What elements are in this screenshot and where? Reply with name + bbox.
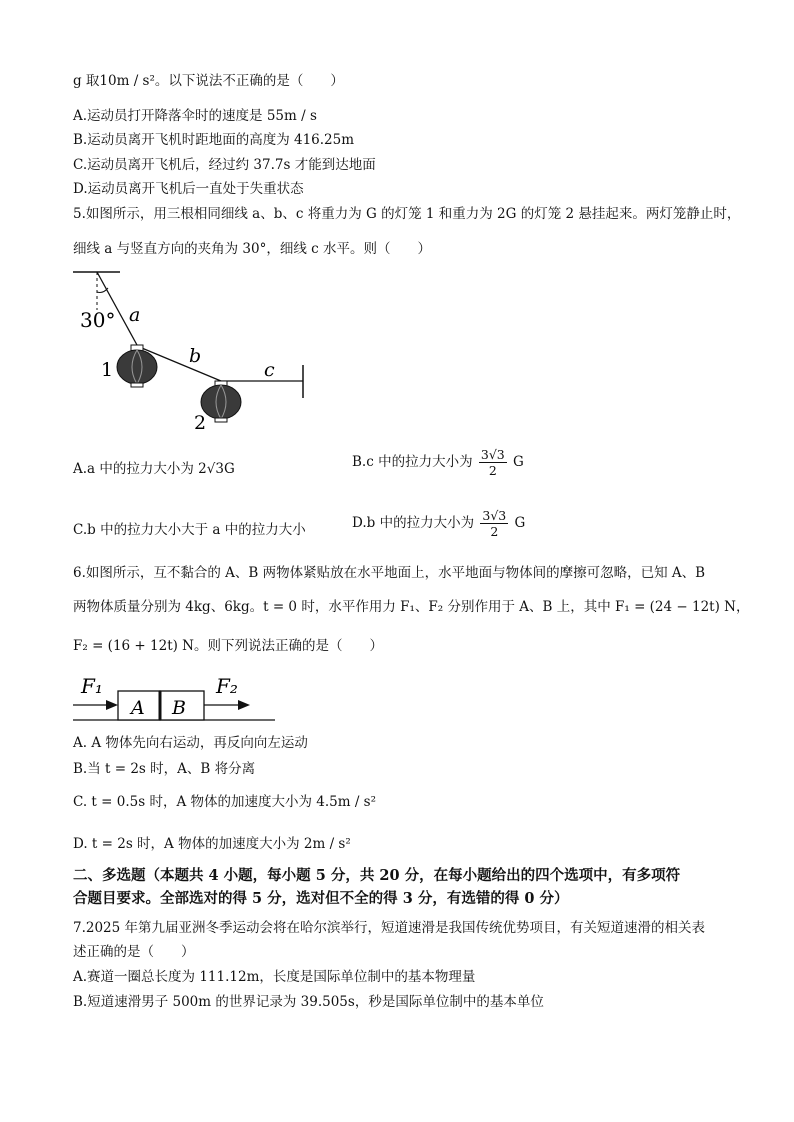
q6-option-d: D. t = 2s 时，A 物体的加速度大小为 2m / s² [73,836,351,852]
angle-label: 30° [80,308,116,332]
label-block-b: B [172,697,186,719]
label-f2: F₂ [216,674,238,698]
q4-option-c: C.运动员离开飞机后，经过约 37.7s 才能到达地面 [73,157,376,173]
fraction-numerator: 3√3 [482,508,507,523]
q4-option-a: A.运动员打开降落伞时的速度是 55m / s [73,108,317,124]
q7-stem-line1: 7.2025 年第九届亚洲冬季运动会将在哈尔滨举行，短道速滑是我国传统优势项目，有关短道速滑的相关表 [73,920,706,936]
q6-option-c: C. t = 0.5s 时，A 物体的加速度大小为 4.5m / s² [73,794,377,810]
label-lantern-1: 1 [101,359,114,381]
q5-option-d-unit: G [514,515,526,531]
fraction-numerator: 3√3 [480,447,505,462]
fraction-denominator: 2 [490,524,499,539]
q5-stem-line1: 5.如图所示，用三根相同细线 a、b、c 将重力为 G 的灯笼 1 和重力为 2G 的灯笼 2 悬挂起来。两灯笼静止时， [73,206,741,222]
q7-option-b: B.短道速滑男子 500m 的世界记录为 39.505s，秒是国际单位制中的基本单位 [73,994,544,1010]
q4-option-d: D.运动员离开飞机后一直处于失重状态 [73,181,304,197]
label-a: a [129,304,141,326]
q6-stem-line3: F₂ = (16 + 12t) N。则下列说法正确的是（ ） [73,638,383,654]
section2-title-line2: 合题目要求。全部选对的得 5 分，选对但不全的得 3 分，有选错的得 0 分） [73,890,569,907]
q6-stem-line2: 两物体质量分别为 4kg、6kg。t = 0 时，水平作用力 F₁、F₂ 分别作用于 A、B 上，其中 F₁ = (24 − 12t) N， [73,599,750,615]
q6-stem-line1: 6.如图所示，互不黏合的 A、B 两物体紧贴放在水平地面上，水平地面与物体间的摩擦可忽略，已知 A、B [73,565,706,581]
q7-option-a: A.赛道一圈总长度为 111.12m，长度是国际单位制中的基本物理量 [73,969,476,985]
q5-option-b-unit: G [513,454,524,470]
q5-option-c: C.b 中的拉力大小大于 a 中的拉力大小 [73,522,306,538]
section2-title-line1: 二、多选题（本题共 4 小题，每小题 5 分，共 20 分，在每小题给出的四个选项中，有多项符 [73,867,681,884]
q5-stem-line2: 细线 a 与竖直方向的夹角为 30°，细线 c 水平。则（ ） [73,241,431,257]
q6-option-b: B.当 t = 2s 时，A、B 将分离 [73,761,256,777]
q6-option-a: A. A 物体先向右运动，再反向向左运动 [73,735,308,751]
label-block-a: A [131,697,145,719]
q4-option-b: B.运动员离开飞机时距地面的高度为 416.25m [73,132,355,148]
q5-option-d-text: D.b 中的拉力大小为 [352,515,475,531]
q7-stem-line2: 述正确的是（ ） [73,944,195,960]
fraction-denominator: 2 [488,463,497,478]
label-c: c [264,359,275,381]
label-b: b [189,345,202,367]
label-f1: F₁ [81,674,103,698]
q5-option-b-text: B.c 中的拉力大小为 [352,454,473,470]
label-lantern-2: 2 [194,412,207,434]
q5-option-a: A.a 中的拉力大小为 2√3G [73,461,235,477]
q4-stem-end: g 取10m / s²。以下说法不正确的是（ ） [73,73,344,89]
